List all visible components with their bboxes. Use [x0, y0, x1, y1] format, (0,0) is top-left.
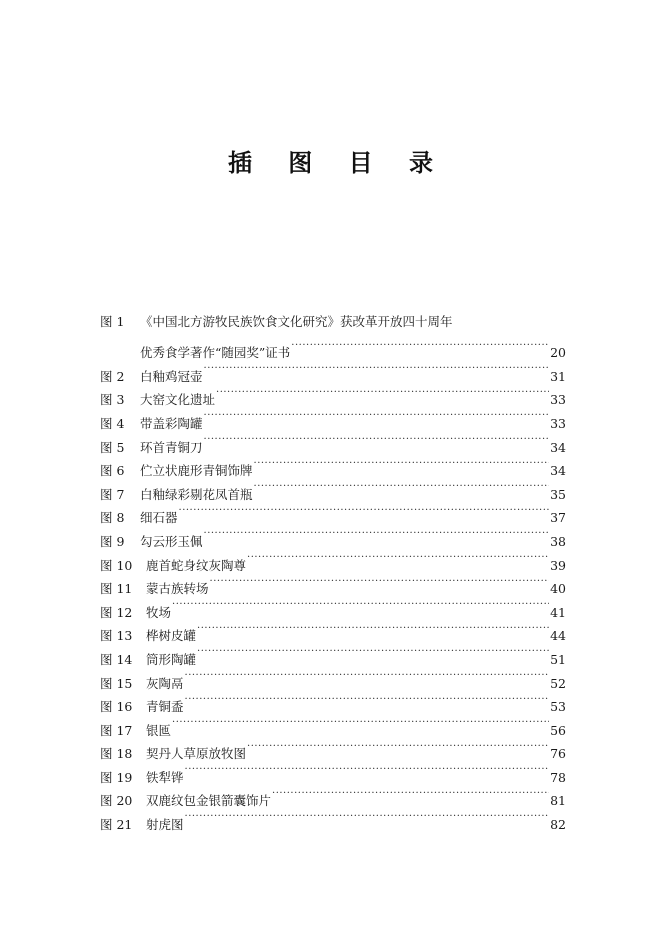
dot-leader	[216, 381, 549, 405]
page-number: 31	[550, 368, 566, 384]
page-number: 53	[550, 699, 566, 715]
page-number: 52	[550, 675, 566, 691]
figure-label: 图 7	[100, 486, 125, 502]
page-number: 41	[550, 604, 566, 620]
dot-leader	[254, 452, 550, 476]
page-number: 56	[550, 722, 566, 738]
dot-leader	[204, 522, 550, 546]
list-item	[100, 735, 566, 762]
dot-leader	[247, 546, 549, 570]
list-item	[100, 782, 566, 809]
figure-title: 带盖彩陶罐	[140, 415, 203, 431]
figure-title: 鹿首蛇身纹灰陶尊	[146, 557, 247, 573]
list-item	[100, 475, 566, 502]
dot-leader	[197, 640, 549, 664]
list-item	[100, 688, 566, 715]
dot-leader	[197, 617, 549, 641]
figure-title: 青铜盉	[146, 699, 184, 715]
dot-leader	[179, 499, 550, 523]
dot-leader	[185, 688, 550, 712]
page-number: 81	[550, 793, 566, 809]
figure-title: 勾云形玉佩	[140, 533, 203, 549]
page-number: 78	[550, 769, 566, 785]
list-item	[100, 664, 566, 691]
figure-label: 图 14	[100, 651, 133, 667]
figure-label: 图 9	[100, 533, 125, 549]
dot-leader	[291, 334, 549, 358]
figure-title: 大窑文化遗址	[140, 392, 216, 408]
figure-title: 细石器	[140, 510, 178, 526]
illustration-list	[100, 310, 566, 833]
list-item	[100, 758, 566, 785]
page-number: 33	[550, 392, 566, 408]
page-number: 44	[550, 628, 566, 644]
dot-leader	[204, 404, 550, 428]
page-number: 20	[550, 345, 566, 361]
page-number: 82	[550, 817, 566, 833]
figure-label: 图 3	[100, 392, 125, 408]
figure-label: 图 2	[100, 368, 125, 384]
page-number: 33	[550, 415, 566, 431]
figure-title: 灰陶鬲	[146, 675, 184, 691]
page-number: 35	[550, 486, 566, 502]
figure-label: 图 21	[100, 817, 133, 833]
list-item	[100, 617, 566, 644]
figure-title: 射虎图	[146, 817, 184, 833]
figure-label: 图 4	[100, 415, 125, 431]
list-item	[100, 522, 566, 549]
figure-label: 图 11	[100, 581, 133, 597]
figure-title: 筒形陶罐	[146, 651, 197, 667]
dot-leader	[185, 664, 550, 688]
figure-label: 图 10	[100, 557, 133, 573]
list-item	[100, 381, 566, 408]
page-title: 插 图 目 录	[227, 149, 448, 177]
list-item	[100, 357, 566, 384]
figure-title: 环首青铜刀	[140, 439, 203, 455]
figure-label: 图 1	[100, 314, 125, 329]
figure-label: 图 19	[100, 769, 133, 785]
page-number: 37	[550, 510, 566, 526]
dot-leader	[204, 428, 550, 452]
list-item	[100, 711, 566, 738]
figure-title: 蒙古族转场	[146, 581, 209, 597]
list-item	[100, 334, 566, 361]
dot-leader	[272, 782, 549, 806]
figure-label: 图 5	[100, 439, 125, 455]
dot-leader	[247, 735, 549, 759]
list-item	[100, 546, 566, 573]
page-number: 40	[550, 581, 566, 597]
figure-label: 图 16	[100, 699, 133, 715]
dot-leader	[172, 711, 549, 735]
figure-label: 图 8	[100, 510, 125, 526]
list-item	[100, 593, 566, 620]
figure-label: 图 18	[100, 746, 133, 762]
list-item	[100, 640, 566, 667]
list-item	[100, 404, 566, 431]
figure-title: 桦树皮罐	[146, 628, 197, 644]
page-number: 39	[550, 557, 566, 573]
dot-leader	[210, 570, 550, 594]
figure-title: 牧场	[146, 604, 172, 620]
figure-title: 伫立状鹿形青铜饰牌	[140, 463, 253, 479]
list-item	[100, 452, 566, 479]
figure-label: 图 15	[100, 675, 133, 691]
figure-title: 白釉鸡冠壶	[140, 368, 203, 384]
dot-leader	[204, 357, 550, 381]
figure-label: 图 12	[100, 604, 133, 620]
figure-title-continued: 优秀食学著作“随园奖”证书	[140, 345, 291, 361]
page-number: 76	[550, 746, 566, 762]
page-number: 34	[550, 463, 566, 479]
dot-leader	[185, 805, 550, 829]
list-item	[100, 805, 566, 833]
page-number: 38	[550, 533, 566, 549]
figure-title: 银匜	[146, 722, 172, 738]
list-item	[100, 499, 566, 526]
list-item	[100, 570, 566, 597]
page-number: 51	[550, 651, 566, 667]
dot-leader	[172, 593, 549, 617]
dot-leader	[254, 475, 550, 499]
list-item	[100, 428, 566, 455]
figure-label: 图 13	[100, 628, 133, 644]
figure-title: 《中国北方游牧民族饮食文化研究》获改革开放四十周年	[140, 314, 453, 329]
dot-leader	[185, 758, 550, 782]
figure-label: 图 17	[100, 722, 133, 738]
figure-title: 契丹人草原放牧图	[146, 746, 247, 762]
figure-label: 图 20	[100, 793, 133, 809]
figure-title: 白釉绿彩剔花凤首瓶	[140, 486, 253, 502]
figure-title: 双鹿纹包金银箭囊饰片	[146, 793, 272, 809]
figure-title: 铁犁铧	[146, 769, 184, 785]
page-number: 34	[550, 439, 566, 455]
figure-label: 图 6	[100, 463, 125, 479]
list-item	[100, 310, 566, 334]
